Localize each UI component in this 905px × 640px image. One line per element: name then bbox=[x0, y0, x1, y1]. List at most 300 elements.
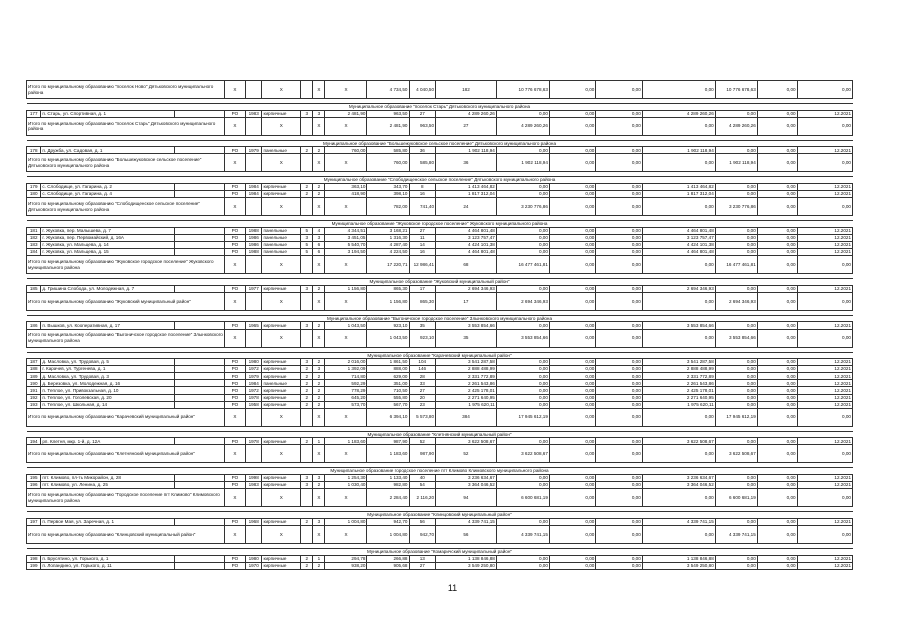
total-value: X bbox=[262, 81, 301, 99]
total-value: 17 945 612,19 bbox=[496, 408, 549, 426]
page-number: 11 bbox=[447, 583, 458, 593]
total-value bbox=[245, 408, 262, 426]
cell-value: 3 236 634,67 bbox=[436, 475, 497, 482]
cell-value: 2 016,00 bbox=[325, 359, 367, 366]
table-row bbox=[27, 518, 853, 525]
cell-value: 2 694 346,93 bbox=[642, 285, 715, 292]
cell-value: 0,00 bbox=[549, 183, 595, 190]
cell-value: РО bbox=[224, 359, 245, 366]
cell-value: 645,20 bbox=[325, 394, 367, 401]
cell-value: 1983 bbox=[245, 110, 262, 117]
cell-value: 0,00 bbox=[757, 438, 797, 445]
cell-value: 12.2021 bbox=[797, 562, 852, 569]
total-row bbox=[27, 81, 853, 99]
cell-value: 888,00 bbox=[367, 366, 409, 373]
cell-value: 4 224,50 bbox=[367, 249, 409, 256]
cell-value: 4 289 260,26 bbox=[642, 110, 715, 117]
total-value: X bbox=[325, 154, 367, 172]
total-value: 6 600 681,19 bbox=[496, 489, 549, 507]
total-label: Итого по муниципальному образованию "Городское поселение пгт Климово" Климовского муниципального района bbox=[27, 489, 225, 507]
cell-value: 585,80 bbox=[367, 147, 409, 154]
section-title: Муниципальное образование городское поселение пгт Климово Климовского муниципального района bbox=[27, 468, 853, 475]
cell-blank bbox=[175, 147, 225, 154]
cell-value: РО bbox=[224, 555, 245, 562]
cell-value: 2 bbox=[313, 359, 325, 366]
cell-value: 2 bbox=[301, 562, 313, 569]
total-value: 16 477 461,81 bbox=[496, 256, 549, 274]
cell-value: 351,00 bbox=[367, 380, 409, 387]
cell-value: 0,00 bbox=[715, 285, 757, 292]
total-value: 17 220,71 bbox=[367, 256, 409, 274]
cell-value: 3 bbox=[301, 482, 313, 489]
total-value: 0,00 bbox=[596, 256, 642, 274]
total-row bbox=[27, 489, 853, 507]
cell-value: 0,00 bbox=[715, 249, 757, 256]
cell-value: 0,00 bbox=[715, 183, 757, 190]
section-title: Муниципальное образование "Слободищенское сельское поселение" Дятьковского муниципального района bbox=[27, 177, 853, 184]
cell-value: 0,00 bbox=[715, 518, 757, 525]
cell-blank bbox=[175, 191, 225, 198]
total-value bbox=[301, 489, 313, 507]
total-value: 2 481,90 bbox=[367, 117, 409, 135]
cell-value: 0,00 bbox=[549, 241, 595, 248]
total-value: 0,00 bbox=[757, 445, 797, 463]
cell-value: 3 236 634,67 bbox=[642, 475, 715, 482]
cell-value: 0,00 bbox=[496, 482, 549, 489]
cell-value: 0,00 bbox=[715, 110, 757, 117]
cell-value: 0,00 bbox=[757, 366, 797, 373]
total-label: Итого по муниципальному образованию "Клетнянский муниципальный район" bbox=[27, 445, 225, 463]
table-row bbox=[27, 241, 853, 248]
cell-blank bbox=[175, 234, 225, 241]
total-value: 2 284,40 bbox=[367, 489, 409, 507]
total-value: 52 bbox=[436, 445, 497, 463]
total-value: 0,00 bbox=[549, 408, 595, 426]
cell-value: 2 425 178,01 bbox=[642, 387, 715, 394]
cell-value: 1978 bbox=[245, 394, 262, 401]
cell-blank bbox=[175, 555, 225, 562]
total-value: 0,00 bbox=[596, 198, 642, 216]
cell-value: 12.2021 bbox=[797, 241, 852, 248]
total-value: 5 573,80 bbox=[409, 408, 436, 426]
total-value: 0,00 bbox=[549, 256, 595, 274]
cell-value: 12.2021 bbox=[797, 191, 852, 198]
cell-value: 1 413 464,82 bbox=[436, 183, 497, 190]
total-value: 0,00 bbox=[642, 408, 715, 426]
total-value: 0,00 bbox=[596, 117, 642, 135]
cell-value: 0,00 bbox=[757, 241, 797, 248]
total-value: 4 339 741,15 bbox=[496, 525, 549, 543]
cell-value: 28 bbox=[409, 373, 436, 380]
cell-value: 0,00 bbox=[549, 373, 595, 380]
cell-address: с. Слободище, ул. Гагарина, д. 4 bbox=[41, 191, 175, 198]
cell-value: 0,00 bbox=[715, 394, 757, 401]
cell-number: 199 bbox=[27, 562, 41, 569]
cell-value: 0,00 bbox=[715, 234, 757, 241]
cell-value: 0,00 bbox=[549, 234, 595, 241]
total-value: X bbox=[313, 445, 325, 463]
cell-number: 190 bbox=[27, 380, 41, 387]
cell-value: 0,00 bbox=[596, 234, 642, 241]
cell-value: 16 bbox=[409, 191, 436, 198]
total-value: X bbox=[224, 81, 245, 99]
cell-value: РО bbox=[224, 562, 245, 569]
cell-value: РО bbox=[224, 518, 245, 525]
total-value: X bbox=[325, 256, 367, 274]
total-value: 0,00 bbox=[757, 489, 797, 507]
total-value: X bbox=[313, 489, 325, 507]
cell-value: 0,00 bbox=[596, 438, 642, 445]
cell-value: 0,00 bbox=[715, 387, 757, 394]
cell-value: 3 bbox=[313, 475, 325, 482]
cell-value: 0,00 bbox=[549, 518, 595, 525]
total-value: X bbox=[313, 256, 325, 274]
cell-value: 923,10 bbox=[367, 322, 409, 329]
total-value: X bbox=[262, 489, 301, 507]
table-row bbox=[27, 227, 853, 234]
cell-number: 193 bbox=[27, 401, 41, 408]
cell-value: 0,00 bbox=[715, 373, 757, 380]
total-value: 760,00 bbox=[367, 154, 409, 172]
cell-value: 0,00 bbox=[496, 401, 549, 408]
cell-value: 1965 bbox=[245, 322, 262, 329]
cell-value: 2 bbox=[313, 387, 325, 394]
table-body bbox=[27, 81, 853, 570]
table-row bbox=[27, 380, 853, 387]
cell-blank bbox=[175, 475, 225, 482]
total-value: X bbox=[325, 81, 367, 99]
total-value: X bbox=[313, 329, 325, 347]
total-value: X bbox=[224, 154, 245, 172]
cell-value: 0,00 bbox=[757, 359, 797, 366]
cell-value: 12.2021 bbox=[797, 475, 852, 482]
total-value: 0,00 bbox=[549, 81, 595, 99]
cell-value: 27 bbox=[409, 227, 436, 234]
total-value: 0,00 bbox=[596, 525, 642, 543]
cell-number: 185 bbox=[27, 285, 41, 292]
cell-value: 0,00 bbox=[549, 191, 595, 198]
cell-value: 0,00 bbox=[596, 373, 642, 380]
cell-value: 27 bbox=[409, 387, 436, 394]
cell-value: 0,00 bbox=[596, 227, 642, 234]
cell-value: 3 364 046,52 bbox=[642, 482, 715, 489]
cell-value: 0,00 bbox=[715, 227, 757, 234]
cell-value: РО bbox=[224, 322, 245, 329]
cell-value: 363,10 bbox=[325, 183, 367, 190]
total-value: X bbox=[313, 117, 325, 135]
cell-value: 2 bbox=[301, 373, 313, 380]
cell-value: 0,00 bbox=[715, 147, 757, 154]
cell-value: кирпичные bbox=[262, 110, 301, 117]
cell-value: 0,00 bbox=[549, 110, 595, 117]
cell-value: 3 bbox=[301, 234, 313, 241]
cell-value: 0,00 bbox=[496, 227, 549, 234]
cell-value: 12.2021 bbox=[797, 227, 852, 234]
cell-address: г. Жуковка, пер. Первомайский, д. 16А bbox=[41, 234, 175, 241]
cell-value: 0,00 bbox=[715, 322, 757, 329]
total-value: X bbox=[325, 329, 367, 347]
cell-value: 0,00 bbox=[715, 366, 757, 373]
total-value: 0,00 bbox=[549, 329, 595, 347]
cell-value: 2 888 488,99 bbox=[436, 366, 497, 373]
total-value: 94 bbox=[436, 489, 497, 507]
section-header-row bbox=[27, 221, 853, 228]
cell-value: 5 bbox=[301, 241, 313, 248]
cell-value: 2 261 543,86 bbox=[642, 380, 715, 387]
section-title: Муниципальное образование "Жуковское городское поселение" Жуковского муниципального района bbox=[27, 221, 853, 228]
total-value: 24 bbox=[436, 198, 497, 216]
cell-value: 0,00 bbox=[496, 518, 549, 525]
cell-value: 1 975 620,11 bbox=[436, 401, 497, 408]
cell-address: д. Березовка, ул. Молодежная, д. 16 bbox=[41, 380, 175, 387]
total-value: 0,00 bbox=[549, 198, 595, 216]
total-value bbox=[245, 198, 262, 216]
total-value: 6 600 681,19 bbox=[715, 489, 757, 507]
total-value: 0,00 bbox=[757, 198, 797, 216]
cell-value: 0,00 bbox=[549, 380, 595, 387]
cell-value: РО bbox=[224, 241, 245, 248]
cell-value: 1978 bbox=[245, 438, 262, 445]
cell-value: 3 553 854,66 bbox=[642, 322, 715, 329]
total-value: 0,00 bbox=[549, 489, 595, 507]
cell-value: 418,90 bbox=[325, 191, 367, 198]
cell-value: РО bbox=[224, 380, 245, 387]
cell-value: 4 339 741,15 bbox=[436, 518, 497, 525]
cell-value: 0,00 bbox=[757, 562, 797, 569]
cell-value: 4 424 101,38 bbox=[436, 241, 497, 248]
total-value: 56 bbox=[436, 525, 497, 543]
cell-value: 3 123 757,47 bbox=[436, 234, 497, 241]
cell-value: 0,00 bbox=[596, 191, 642, 198]
cell-value: 2 bbox=[313, 183, 325, 190]
cell-value: 982,80 bbox=[367, 482, 409, 489]
total-value: 963,50 bbox=[409, 117, 436, 135]
cell-value: РО bbox=[224, 482, 245, 489]
cell-value: 3 194,50 bbox=[325, 249, 367, 256]
total-row bbox=[27, 329, 853, 347]
cell-blank bbox=[175, 518, 225, 525]
cell-value: 146 bbox=[409, 366, 436, 373]
cell-value: 5 bbox=[301, 227, 313, 234]
cell-number: 186 bbox=[27, 322, 41, 329]
cell-value: 2 bbox=[301, 191, 313, 198]
cell-value: 12.2021 bbox=[797, 482, 852, 489]
total-value bbox=[245, 489, 262, 507]
total-value: 0,00 bbox=[642, 525, 715, 543]
cell-value: 0,00 bbox=[549, 482, 595, 489]
table-row bbox=[27, 110, 853, 117]
cell-value: 1986 bbox=[245, 234, 262, 241]
cell-value: 12.2021 bbox=[797, 387, 852, 394]
total-value: 1 004,80 bbox=[367, 525, 409, 543]
section-header-row bbox=[27, 279, 853, 286]
cell-value: 1 030,40 bbox=[325, 482, 367, 489]
cell-value: 0,00 bbox=[715, 475, 757, 482]
total-value: 0,00 bbox=[797, 408, 852, 426]
cell-value: 2 bbox=[301, 387, 313, 394]
table-row bbox=[27, 285, 853, 292]
total-value: 865,30 bbox=[409, 292, 436, 310]
cell-value: 35 bbox=[409, 322, 436, 329]
cell-value: 0,00 bbox=[757, 322, 797, 329]
cell-value: 8 bbox=[409, 183, 436, 190]
cell-value: 0,00 bbox=[496, 380, 549, 387]
repair-program-table bbox=[26, 80, 853, 570]
total-value: 0,00 bbox=[797, 329, 852, 347]
section-title: Муниципальное образование "Выгоничское городское поселение" Злынковского муниципального района bbox=[27, 315, 853, 322]
cell-value: 1 316,30 bbox=[367, 234, 409, 241]
total-value: 0,00 bbox=[642, 329, 715, 347]
cell-value: 0,00 bbox=[715, 241, 757, 248]
cell-value: 0,00 bbox=[596, 241, 642, 248]
total-value: 6 394,10 bbox=[367, 408, 409, 426]
cell-value: 1986 bbox=[245, 241, 262, 248]
cell-value: 2 bbox=[301, 518, 313, 525]
cell-value: 3 541 287,58 bbox=[436, 359, 497, 366]
cell-value: 294,78 bbox=[325, 555, 367, 562]
cell-value: 2 331 772,89 bbox=[642, 373, 715, 380]
cell-value: 905,68 bbox=[367, 562, 409, 569]
cell-value: РО bbox=[224, 110, 245, 117]
cell-value: 1 156,80 bbox=[325, 285, 367, 292]
cell-value: РО bbox=[224, 401, 245, 408]
cell-value: 0,00 bbox=[496, 475, 549, 482]
total-value: 585,80 bbox=[409, 154, 436, 172]
cell-value: 1983 bbox=[245, 482, 262, 489]
cell-value: 1 bbox=[313, 555, 325, 562]
cell-blank bbox=[175, 110, 225, 117]
total-value: X bbox=[224, 445, 245, 463]
cell-number: 195 bbox=[27, 475, 41, 482]
cell-value: 0,00 bbox=[596, 359, 642, 366]
total-value bbox=[301, 292, 313, 310]
cell-value: 567,70 bbox=[367, 401, 409, 408]
total-value: 3 622 508,67 bbox=[496, 445, 549, 463]
cell-value: 4 bbox=[313, 227, 325, 234]
cell-value: 0,00 bbox=[596, 562, 642, 569]
cell-value: 3 bbox=[313, 110, 325, 117]
total-value: 0,00 bbox=[797, 117, 852, 135]
cell-value: 2 bbox=[301, 555, 313, 562]
total-row bbox=[27, 445, 853, 463]
cell-address: п. Теплое, ул. Школьная, д. 14 bbox=[41, 401, 175, 408]
cell-value: 23 bbox=[409, 401, 436, 408]
cell-value: 0,00 bbox=[496, 387, 549, 394]
cell-value: 12.2021 bbox=[797, 401, 852, 408]
cell-blank bbox=[175, 366, 225, 373]
total-value: X bbox=[262, 154, 301, 172]
cell-value: 0,00 bbox=[757, 401, 797, 408]
cell-value: 3 bbox=[313, 518, 325, 525]
table-row bbox=[27, 249, 853, 256]
cell-value: 0,00 bbox=[496, 373, 549, 380]
cell-value: 0,00 bbox=[757, 234, 797, 241]
total-value bbox=[245, 525, 262, 543]
total-value: X bbox=[325, 445, 367, 463]
total-value: 0,00 bbox=[757, 525, 797, 543]
total-value: 0,00 bbox=[549, 154, 595, 172]
cell-value: РО bbox=[224, 183, 245, 190]
cell-value: 2 331 772,89 bbox=[436, 373, 497, 380]
total-value: 0,00 bbox=[642, 198, 715, 216]
section-title: Муниципальное образование "Жуковский муниципальный район" bbox=[27, 279, 853, 286]
total-value: 0,00 bbox=[642, 81, 715, 99]
cell-value: 3 bbox=[301, 359, 313, 366]
cell-value: панельные bbox=[262, 249, 301, 256]
total-value: 0,00 bbox=[549, 117, 595, 135]
total-label: Итого по муниципальному образованию "Большежуковское сельское поселение" Дятьковского муниципального района bbox=[27, 154, 225, 172]
cell-address: д. Масловка, ул. Трудовая, д. 5 bbox=[41, 359, 175, 366]
cell-value: 2 bbox=[313, 322, 325, 329]
section-title: Муниципальное образование "Клинцовский муниципальный район" bbox=[27, 512, 853, 519]
cell-value: 12.2021 bbox=[797, 322, 852, 329]
cell-value: 0,00 bbox=[757, 475, 797, 482]
cell-value: 0,00 bbox=[596, 555, 642, 562]
cell-value: 2 bbox=[301, 380, 313, 387]
total-value bbox=[301, 445, 313, 463]
total-value: 3 553 854,66 bbox=[496, 329, 549, 347]
cell-value: 0,00 bbox=[496, 438, 549, 445]
total-value bbox=[301, 81, 313, 99]
cell-value: 2 271 640,95 bbox=[436, 394, 497, 401]
cell-blank bbox=[175, 438, 225, 445]
total-label: Итого по муниципальному образованию "Выгоничское городское поселение" Злынковского муниципального района bbox=[27, 329, 225, 347]
total-value: X bbox=[313, 525, 325, 543]
cell-value: 0,00 bbox=[596, 322, 642, 329]
total-value bbox=[245, 445, 262, 463]
section-header-row bbox=[27, 431, 853, 438]
cell-blank bbox=[175, 183, 225, 190]
cell-value: РО bbox=[224, 394, 245, 401]
total-value: 0,00 bbox=[549, 525, 595, 543]
cell-value: 2 bbox=[301, 394, 313, 401]
total-value: X bbox=[325, 408, 367, 426]
cell-value: 12.2021 bbox=[797, 438, 852, 445]
cell-number: 191 bbox=[27, 387, 41, 394]
cell-value: кирпичные bbox=[262, 373, 301, 380]
cell-value: кирпичные bbox=[262, 191, 301, 198]
total-value: 0,00 bbox=[757, 329, 797, 347]
cell-value: 0,00 bbox=[596, 387, 642, 394]
cell-value: РО bbox=[224, 475, 245, 482]
cell-value: 27 bbox=[409, 562, 436, 569]
cell-address: г. Жуковка, пер. Малышева, д. 7 bbox=[41, 227, 175, 234]
cell-number: 183 bbox=[27, 241, 41, 248]
cell-value: 0,00 bbox=[715, 482, 757, 489]
cell-value: 3 bbox=[301, 285, 313, 292]
cell-value: 1972 bbox=[245, 366, 262, 373]
total-value: 0,00 bbox=[596, 408, 642, 426]
total-value bbox=[245, 329, 262, 347]
cell-value: 20 bbox=[409, 394, 436, 401]
cell-value: 3 549 250,80 bbox=[436, 562, 497, 569]
cell-value: 1 138 846,88 bbox=[436, 555, 497, 562]
cell-value: 0,00 bbox=[757, 380, 797, 387]
cell-value: 0,00 bbox=[549, 438, 595, 445]
cell-value: 0,00 bbox=[757, 555, 797, 562]
cell-value: 12.2021 bbox=[797, 359, 852, 366]
cell-value: 52 bbox=[409, 438, 436, 445]
table-row bbox=[27, 475, 853, 482]
total-value: 0,00 bbox=[757, 292, 797, 310]
cell-value: 0,00 bbox=[596, 518, 642, 525]
cell-value: кирпичные bbox=[262, 401, 301, 408]
cell-address: п. Теплое, ул. Привокзальная, д. 10 bbox=[41, 387, 175, 394]
total-value: 3 622 508,67 bbox=[715, 445, 757, 463]
cell-value: 2 694 346,93 bbox=[436, 285, 497, 292]
cell-value: 1972 bbox=[245, 387, 262, 394]
cell-blank bbox=[175, 285, 225, 292]
